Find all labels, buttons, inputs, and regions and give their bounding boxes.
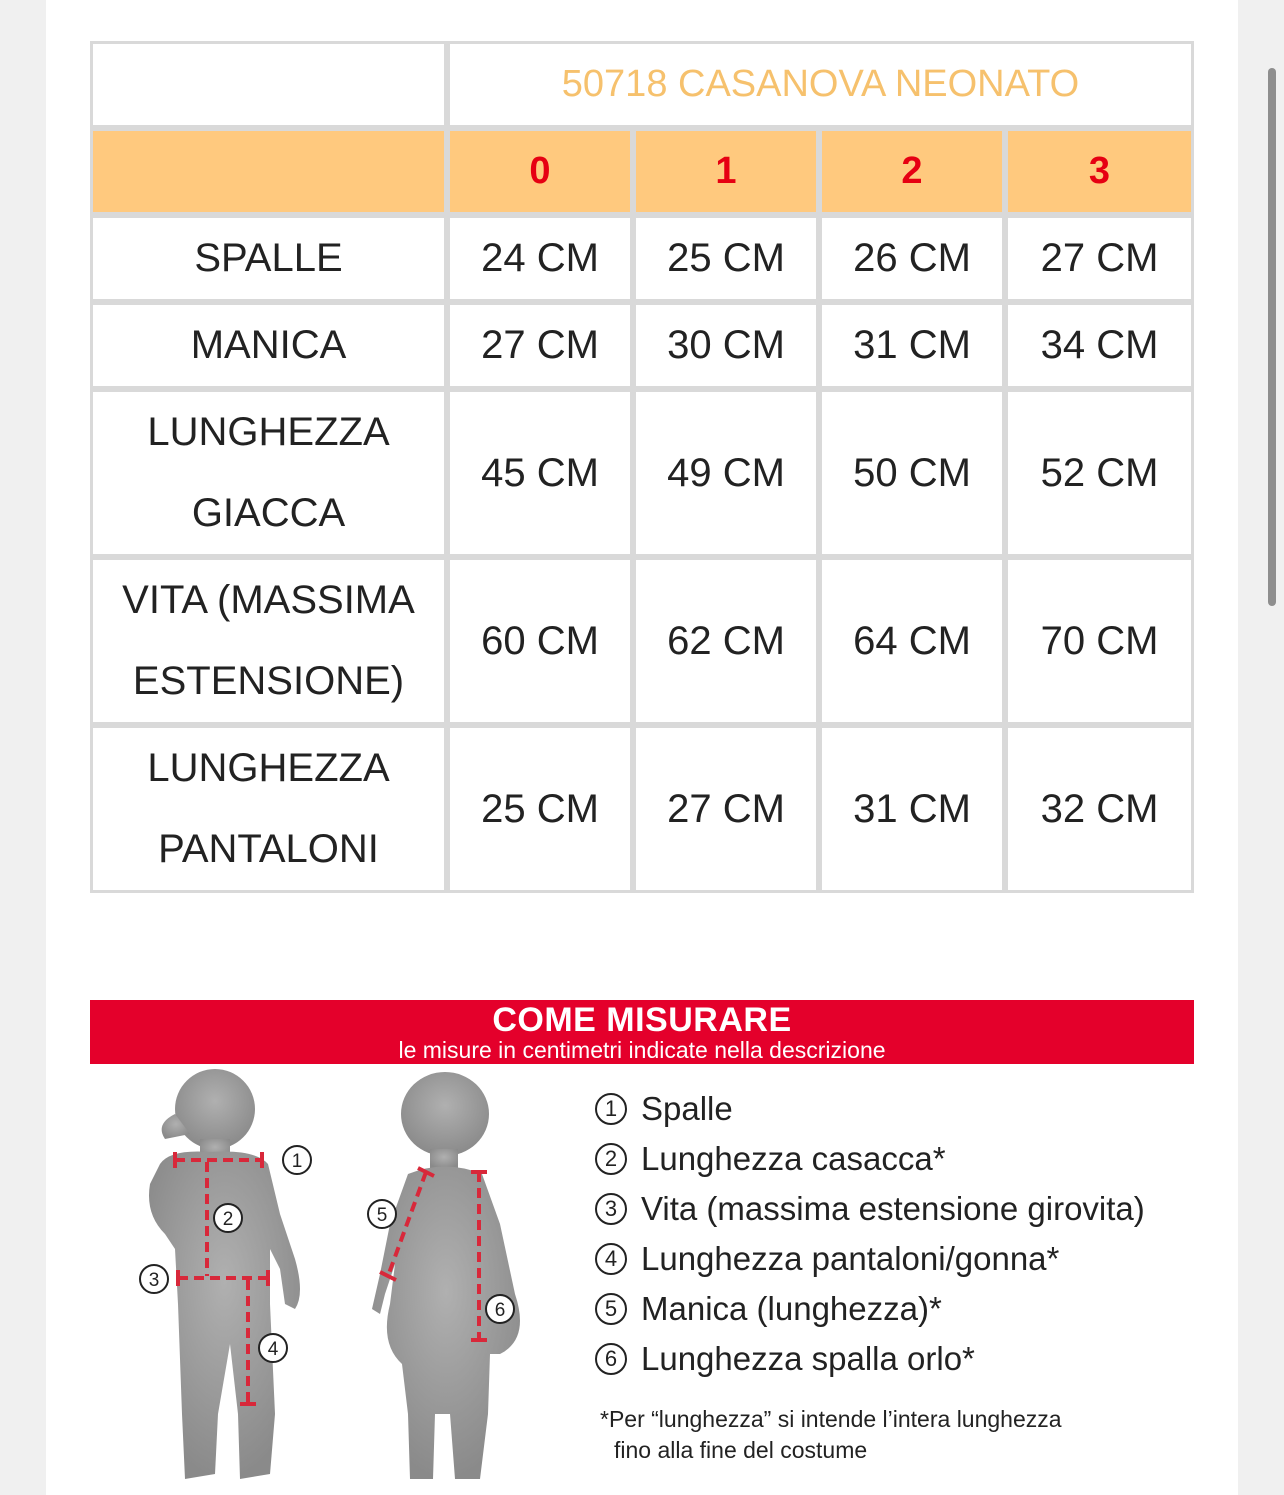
legend-text: Manica (lunghezza)* (641, 1290, 942, 1327)
marker-2-icon (214, 1204, 242, 1232)
row-label: VITA (MASSIMA ESTENSIONE) (90, 557, 447, 725)
table-cell: 26 CM (819, 215, 1005, 302)
legend-text: Spalle (641, 1090, 733, 1127)
marker-5-icon (368, 1200, 396, 1228)
measurement-figures-illustration (90, 1064, 570, 1495)
row-label: LUNGHEZZA GIACCA (90, 389, 447, 557)
table-cell: 31 CM (819, 725, 1005, 893)
size-header: 3 (1005, 128, 1194, 215)
scrollbar[interactable] (1268, 68, 1276, 606)
size-header: 1 (633, 128, 819, 215)
table-cell: 34 CM (1005, 302, 1194, 389)
marker-3-icon (140, 1265, 168, 1293)
legend-text: Lunghezza pantaloni/gonna* (641, 1240, 1060, 1277)
svg-text:5: 5 (376, 1205, 388, 1226)
note-line-2: fino alla fine del costume (614, 1437, 868, 1463)
legend-item (595, 1234, 1195, 1284)
measurement-legend (595, 1084, 1195, 1384)
size-header-empty (90, 128, 447, 215)
svg-text:1: 1 (291, 1151, 303, 1172)
row-label: SPALLE (90, 215, 447, 302)
product-title: 50718 CASANOVA NEONATO (447, 41, 1194, 128)
table-title-row (90, 41, 1194, 128)
table-cell: 27 CM (633, 725, 819, 893)
table-cell: 62 CM (633, 557, 819, 725)
girl-silhouette (372, 1072, 520, 1479)
table-cell: 24 CM (447, 215, 633, 302)
table-cell: 25 CM (447, 725, 633, 893)
svg-text:4: 4 (267, 1339, 279, 1360)
legend-number-icon: 4 (595, 1243, 627, 1275)
marker-1-icon (283, 1146, 311, 1174)
table-cell: 60 CM (447, 557, 633, 725)
legend-text: Lunghezza casacca* (641, 1140, 946, 1177)
table-cell: 25 CM (633, 215, 819, 302)
table-cell: 45 CM (447, 389, 633, 557)
legend-number-icon: 1 (595, 1093, 627, 1125)
legend-number-icon: 5 (595, 1293, 627, 1325)
legend-item (595, 1184, 1195, 1234)
size-header-row (90, 128, 1194, 215)
boy-silhouette (149, 1069, 300, 1479)
table-cell: 50 CM (819, 389, 1005, 557)
table-cell: 32 CM (1005, 725, 1194, 893)
table-cell: 70 CM (1005, 557, 1194, 725)
banner-title: COME MISURARE (492, 1001, 792, 1039)
svg-text:3: 3 (148, 1270, 160, 1291)
table-cell: 31 CM (819, 302, 1005, 389)
legend-number-icon: 2 (595, 1143, 627, 1175)
how-to-measure-panel (90, 1000, 1194, 1495)
legend-item (595, 1334, 1195, 1384)
legend-number-icon: 3 (595, 1193, 627, 1225)
table-cell: 49 CM (633, 389, 819, 557)
size-header: 2 (819, 128, 1005, 215)
legend-item (595, 1134, 1195, 1184)
table-row (90, 389, 1194, 557)
table-row (90, 557, 1194, 725)
banner-subtitle: le misure in centimetri indicate nella descrizione (398, 1037, 886, 1063)
row-label: MANICA (90, 302, 447, 389)
svg-text:2: 2 (222, 1209, 234, 1230)
table-row (90, 215, 1194, 302)
table-cell: 30 CM (633, 302, 819, 389)
size-header: 0 (447, 128, 633, 215)
size-table (90, 41, 1194, 893)
table-row (90, 725, 1194, 893)
legend-item (595, 1284, 1195, 1334)
legend-text: Vita (massima estensione girovita) (641, 1190, 1145, 1227)
table-cell: 64 CM (819, 557, 1005, 725)
table-row (90, 302, 1194, 389)
marker-4-icon (259, 1334, 287, 1362)
empty-corner-cell (90, 41, 447, 128)
legend-text: Lunghezza spalla orlo* (641, 1340, 975, 1377)
table-cell: 52 CM (1005, 389, 1194, 557)
table-cell: 27 CM (447, 302, 633, 389)
row-label: LUNGHEZZA PANTALONI (90, 725, 447, 893)
length-note (600, 1404, 1062, 1466)
legend-item (595, 1084, 1195, 1134)
svg-text:6: 6 (494, 1300, 506, 1321)
note-line-1: *Per “lunghezza” si intende l’intera lunghezza (600, 1406, 1062, 1432)
how-to-measure-banner (90, 1000, 1194, 1064)
legend-number-icon: 6 (595, 1343, 627, 1375)
table-cell: 27 CM (1005, 215, 1194, 302)
marker-6-icon (486, 1295, 514, 1323)
